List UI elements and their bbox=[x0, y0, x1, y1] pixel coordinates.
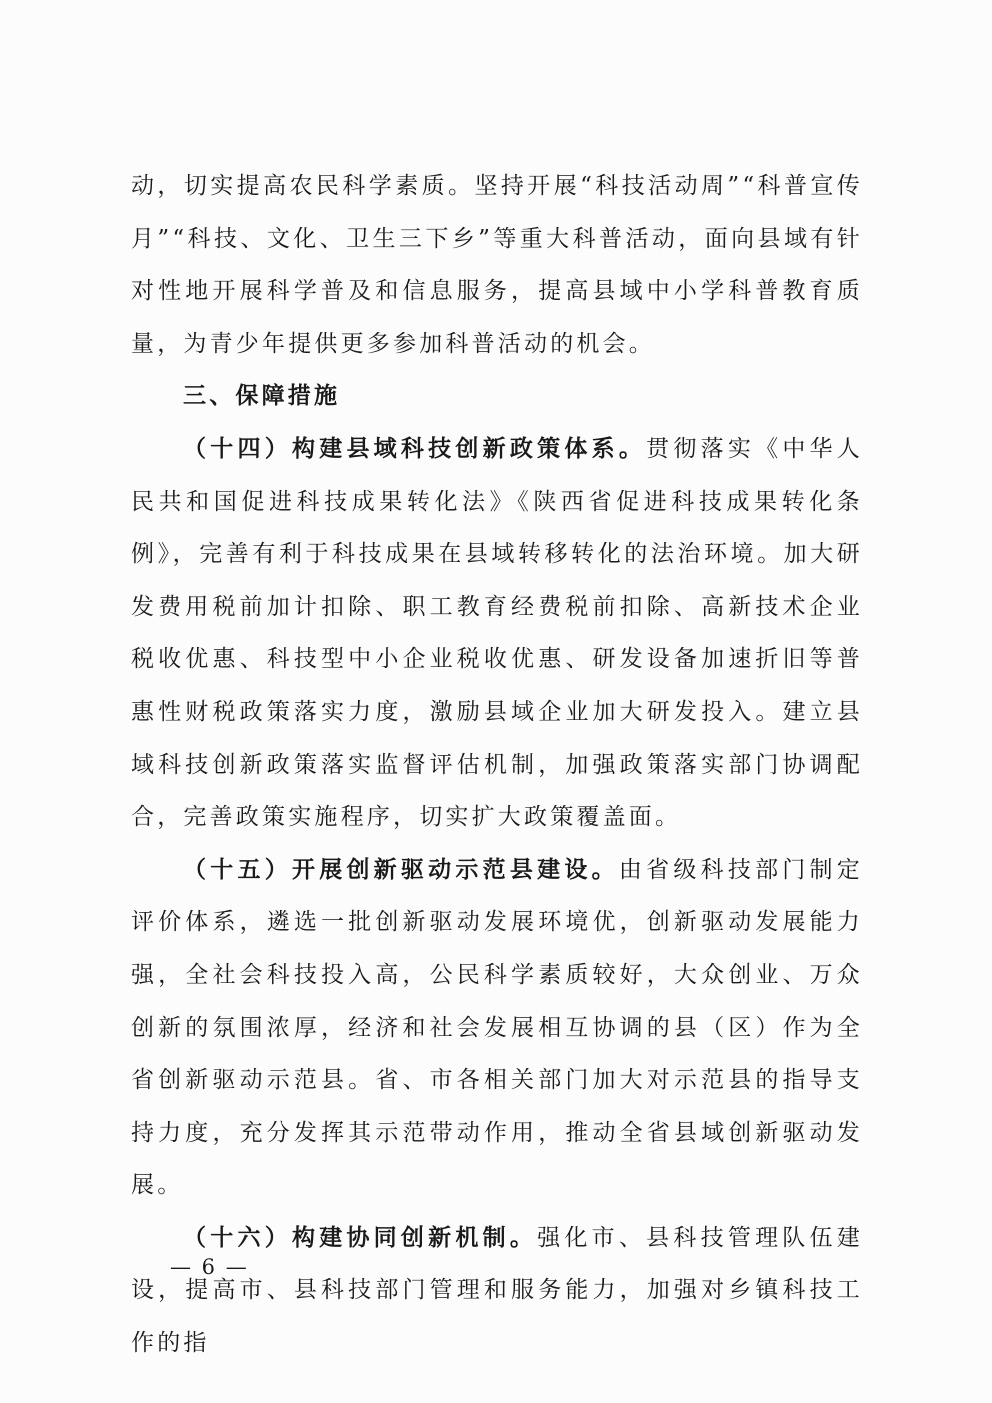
paragraph-15-body: 由省级科技部门制定评价体系，遴选一批创新驱动发展环境优，创新驱动发展能力强，全社会科技投入高，公民科学素质较好，大众创业、万众创新的氛围浓厚，经济和社会发展相互协调的县（区）作为全省创新驱动示范县。省、市各相关部门加大对示范县的指导支持力度，充分发挥其示范带动作用，推动全省县域创新驱动发展。 bbox=[131, 856, 863, 1199]
paragraph-16-lead: （十六）构建协同创新机制。 bbox=[183, 1223, 538, 1251]
paragraph-15-lead: （十五）开展创新驱动示范县建设。 bbox=[183, 855, 619, 883]
page-number: — 6 — bbox=[170, 1255, 249, 1279]
section-heading-text: 三、保障措施 bbox=[183, 383, 341, 410]
paragraph-continuation bbox=[131, 160, 863, 370]
paragraph-text: 动，切实提高农民科学素质。坚持开展“科技活动周”“科普宣传月”“科技、文化、卫生三下乡”等重大科普活动，面向县域有针对性地开展科学普及和信息服务，提高县域中小学科普教育质量，为青少年提供更多参加科普活动的机会。 bbox=[131, 173, 863, 357]
paragraph-14-body: 贯彻落实《中华人民共和国促进科技成果转化法》《陕西省促进科技成果转化条例》，完善有利于科技成果在县域转移转化的法治环境。加大研发费用税前加计扣除、职工教育经费税前扣除、高新技术企业税收优惠、科技型中小企业税收优惠、研发设备加速折旧等普惠性财税政策落实力度，激励县域企业加大研发投入。建立县域科技创新政策落实监督评估机制，加强政策落实部门协调配合，完善政策实施程序，切实扩大政策覆盖面。 bbox=[131, 435, 863, 831]
paragraph-16-body: 强化市、县科技管理队伍建设，提高市、县科技部门管理和服务能力，加强对乡镇科技工作的指 bbox=[131, 1224, 863, 1357]
paragraph-16 bbox=[131, 1212, 863, 1370]
paragraph-14-lead: （十四）构建县域科技创新政策体系。 bbox=[183, 434, 647, 462]
paragraph-14 bbox=[131, 423, 863, 844]
paragraph-15 bbox=[131, 844, 863, 1212]
section-heading bbox=[131, 370, 863, 423]
document-body bbox=[131, 160, 863, 1370]
